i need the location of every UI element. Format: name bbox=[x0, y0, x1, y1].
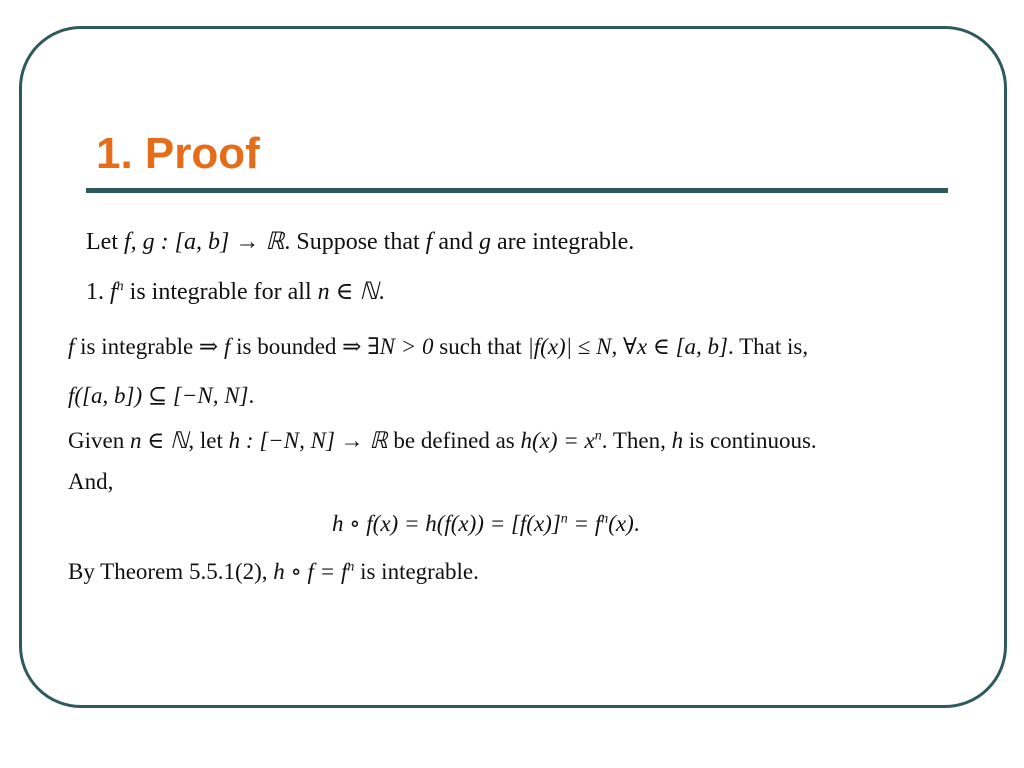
step1-text-2: is bounded ⇒ ∃ bbox=[230, 334, 380, 359]
step5-math: h ∘ f = f bbox=[273, 559, 348, 584]
claim-line bbox=[86, 276, 385, 308]
display-period: . bbox=[633, 511, 640, 536]
proof-line-2 bbox=[68, 380, 254, 412]
step5-text: By Theorem 5.5.1(2), bbox=[68, 559, 274, 584]
step3-math-n: n ∈ ℕ bbox=[129, 428, 189, 453]
step5-superscript: n bbox=[347, 559, 355, 575]
step1-math-bound: |f(x)| ≤ N, ∀x ∈ [a, b] bbox=[527, 334, 728, 359]
step4-text: And, bbox=[68, 469, 114, 494]
title-divider bbox=[86, 188, 948, 193]
intro-math-f: f bbox=[425, 229, 433, 255]
step1-text: is integrable ⇒ bbox=[74, 334, 224, 359]
step5-text-2: is integrable. bbox=[354, 559, 479, 584]
step3-text-2: , let bbox=[188, 428, 229, 453]
intro-text-3: and bbox=[432, 229, 479, 255]
proof-line-4 bbox=[68, 466, 113, 498]
proof-line-3 bbox=[68, 425, 817, 457]
claim-superscript: n bbox=[116, 279, 124, 294]
step3-math-h: h bbox=[671, 428, 684, 453]
step1-math-N: N > 0 bbox=[379, 334, 434, 359]
display-superscript-1: n bbox=[560, 511, 568, 527]
intro-text: Let bbox=[86, 229, 124, 255]
step1-math-f2: f bbox=[223, 334, 231, 359]
claim-text: is integrable for all bbox=[123, 279, 318, 305]
display-math-3: (x) bbox=[608, 511, 634, 536]
claim-math-f: f bbox=[110, 279, 117, 305]
step1-math-f: f bbox=[68, 334, 75, 359]
step1-text-3: such that bbox=[433, 334, 528, 359]
intro-math-g: g bbox=[479, 229, 491, 255]
step3-text-5: is continuous. bbox=[683, 428, 817, 453]
step3-math-h-def: h : [−N, N] → ℝ bbox=[228, 428, 388, 453]
intro-line bbox=[86, 226, 634, 258]
step3-math-h-formula: h(x) = x bbox=[520, 428, 595, 453]
display-math-1: h ∘ f(x) = h(f(x)) = [f(x)] bbox=[332, 511, 561, 536]
step3-superscript: n bbox=[594, 428, 602, 444]
step3-text-3: be defined as bbox=[387, 428, 521, 453]
step2-text: . bbox=[248, 383, 255, 408]
step3-text-4: . Then, bbox=[601, 428, 672, 453]
proof-line-5 bbox=[68, 556, 479, 588]
display-superscript-2: n bbox=[601, 511, 609, 527]
claim-text-2: . bbox=[378, 279, 385, 305]
intro-text-2: . Suppose that bbox=[284, 229, 426, 255]
intro-math-function: f, g : [a, b] → ℝ bbox=[123, 229, 285, 255]
display-math-2: = f bbox=[567, 511, 602, 536]
claim-math-n: n ∈ ℕ bbox=[317, 279, 379, 305]
display-equation bbox=[332, 508, 640, 540]
claim-number: 1. bbox=[86, 279, 110, 305]
step3-text: Given bbox=[68, 428, 130, 453]
step1-text-4: . That is, bbox=[728, 334, 809, 359]
intro-text-4: are integrable. bbox=[491, 229, 635, 255]
proof-line-1 bbox=[68, 331, 808, 363]
step2-math-image: f([a, b]) ⊆ [−N, N] bbox=[68, 383, 249, 408]
slide-title: 1. Proof bbox=[96, 129, 260, 178]
